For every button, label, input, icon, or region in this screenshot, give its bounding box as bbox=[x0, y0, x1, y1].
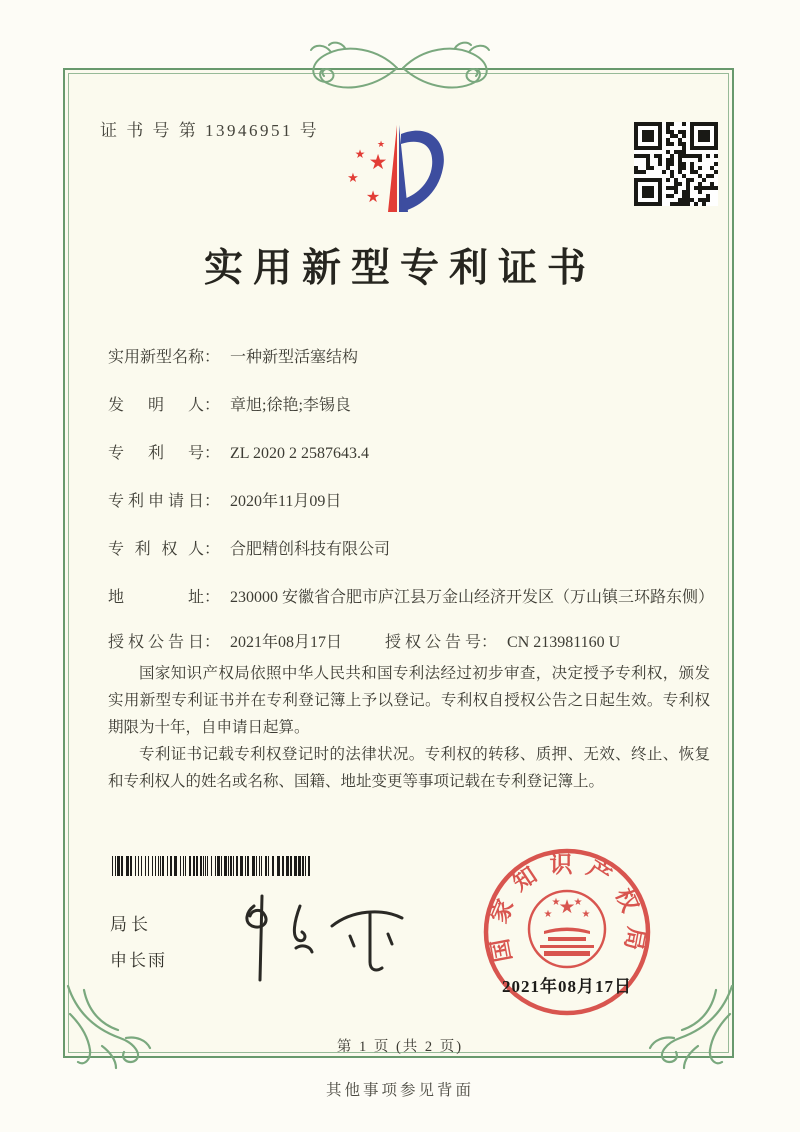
svg-text:★: ★ bbox=[347, 171, 359, 186]
svg-text:★: ★ bbox=[354, 147, 366, 161]
svg-text:★: ★ bbox=[365, 187, 381, 206]
field-value: 合肥精创科技有限公司 bbox=[230, 541, 391, 558]
commissioner-name: 申长雨 bbox=[110, 951, 167, 970]
field-colon: ： bbox=[204, 634, 221, 651]
logo-stars bbox=[347, 140, 387, 206]
svg-text:★: ★ bbox=[558, 896, 576, 918]
grant-number-pair bbox=[385, 630, 620, 655]
field-label: 发明人 bbox=[108, 397, 204, 414]
field-label: 专利申请日 bbox=[108, 493, 204, 510]
field-colon: ： bbox=[204, 349, 221, 366]
svg-text:★: ★ bbox=[581, 909, 591, 920]
legal-paragraph-1: 国家知识产权局依照中华人民共和国专利法经过初步审查，决定授予专利权，颁发实用新型专利证书并在专利登记簿上予以登记。专利权自授权公告之日起生效。专利权期限为十年，自申请日起算。 bbox=[108, 665, 710, 736]
field-colon: ： bbox=[204, 397, 221, 414]
field-label: 地址 bbox=[108, 589, 204, 606]
seal-date: 2021年08月17日 bbox=[502, 977, 632, 996]
logo-p-bowl bbox=[401, 131, 444, 212]
legal-paragraph-2: 专利证书记载专利权登记时的法律状况。专利权的转移、质押、无效、终止、恢复和专利权人的姓名或名称、国籍、地址变更等事项记载在专利登记簿上。 bbox=[108, 746, 710, 790]
certificate-number: 证 书 号 第 13946951 号 bbox=[100, 121, 320, 140]
cnipa-logo bbox=[335, 112, 450, 234]
field-row-grant bbox=[108, 630, 710, 655]
field-value: 章旭;徐艳;李锡良 bbox=[230, 397, 351, 414]
logo-spire-left bbox=[388, 125, 397, 212]
qr-code bbox=[634, 122, 718, 206]
page-number: 第 1 页 (共 2 页) bbox=[336, 1039, 464, 1055]
field-value: 一种新型活塞结构 bbox=[230, 349, 359, 366]
seal-text: 国家知识产权局 bbox=[485, 852, 649, 964]
commissioner-handwritten-signature bbox=[232, 888, 417, 988]
field-row-inventor bbox=[108, 393, 351, 418]
field-colon: ： bbox=[204, 589, 221, 606]
field-row-patent-number bbox=[108, 441, 369, 466]
field-label: 专利权人 bbox=[108, 541, 204, 558]
field-colon: ： bbox=[481, 634, 498, 651]
legal-text-block bbox=[108, 660, 710, 795]
certificate-title: 实用新型专利证书 bbox=[203, 247, 596, 290]
grant-number-label: 授权公告号 bbox=[385, 634, 481, 651]
field-row-address bbox=[108, 585, 735, 610]
field-colon: ： bbox=[204, 493, 221, 510]
field-colon: ： bbox=[204, 445, 221, 462]
svg-text:★: ★ bbox=[543, 909, 553, 920]
svg-text:★: ★ bbox=[573, 897, 583, 908]
field-row-filing-date bbox=[108, 489, 341, 514]
field-label: 专利号 bbox=[108, 445, 204, 462]
commissioner-title: 局长 bbox=[110, 915, 152, 934]
field-row-patentee bbox=[108, 537, 390, 562]
back-side-note: 其他事项参见背面 bbox=[325, 1082, 474, 1099]
svg-text:★: ★ bbox=[368, 150, 388, 174]
grant-number-value: CN 213981160 U bbox=[507, 634, 621, 651]
barcode bbox=[112, 856, 310, 876]
grant-date-value: 2021年08月17日 bbox=[230, 634, 343, 651]
seal-national-emblem bbox=[529, 891, 605, 967]
field-row-utility-model-name bbox=[108, 345, 358, 370]
svg-text:★: ★ bbox=[551, 897, 561, 908]
field-label: 实用新型名称 bbox=[108, 349, 205, 366]
field-value: 230000 安徽省合肥市庐江县万金山经济开发区（万山镇三环路东侧） bbox=[230, 589, 715, 606]
grant-date-label: 授权公告日 bbox=[108, 634, 204, 651]
field-colon: ： bbox=[204, 541, 221, 558]
svg-text:★: ★ bbox=[376, 140, 386, 150]
field-value: ZL 2020 2 2587643.4 bbox=[230, 445, 369, 462]
field-value: 2020年11月09日 bbox=[230, 493, 342, 510]
